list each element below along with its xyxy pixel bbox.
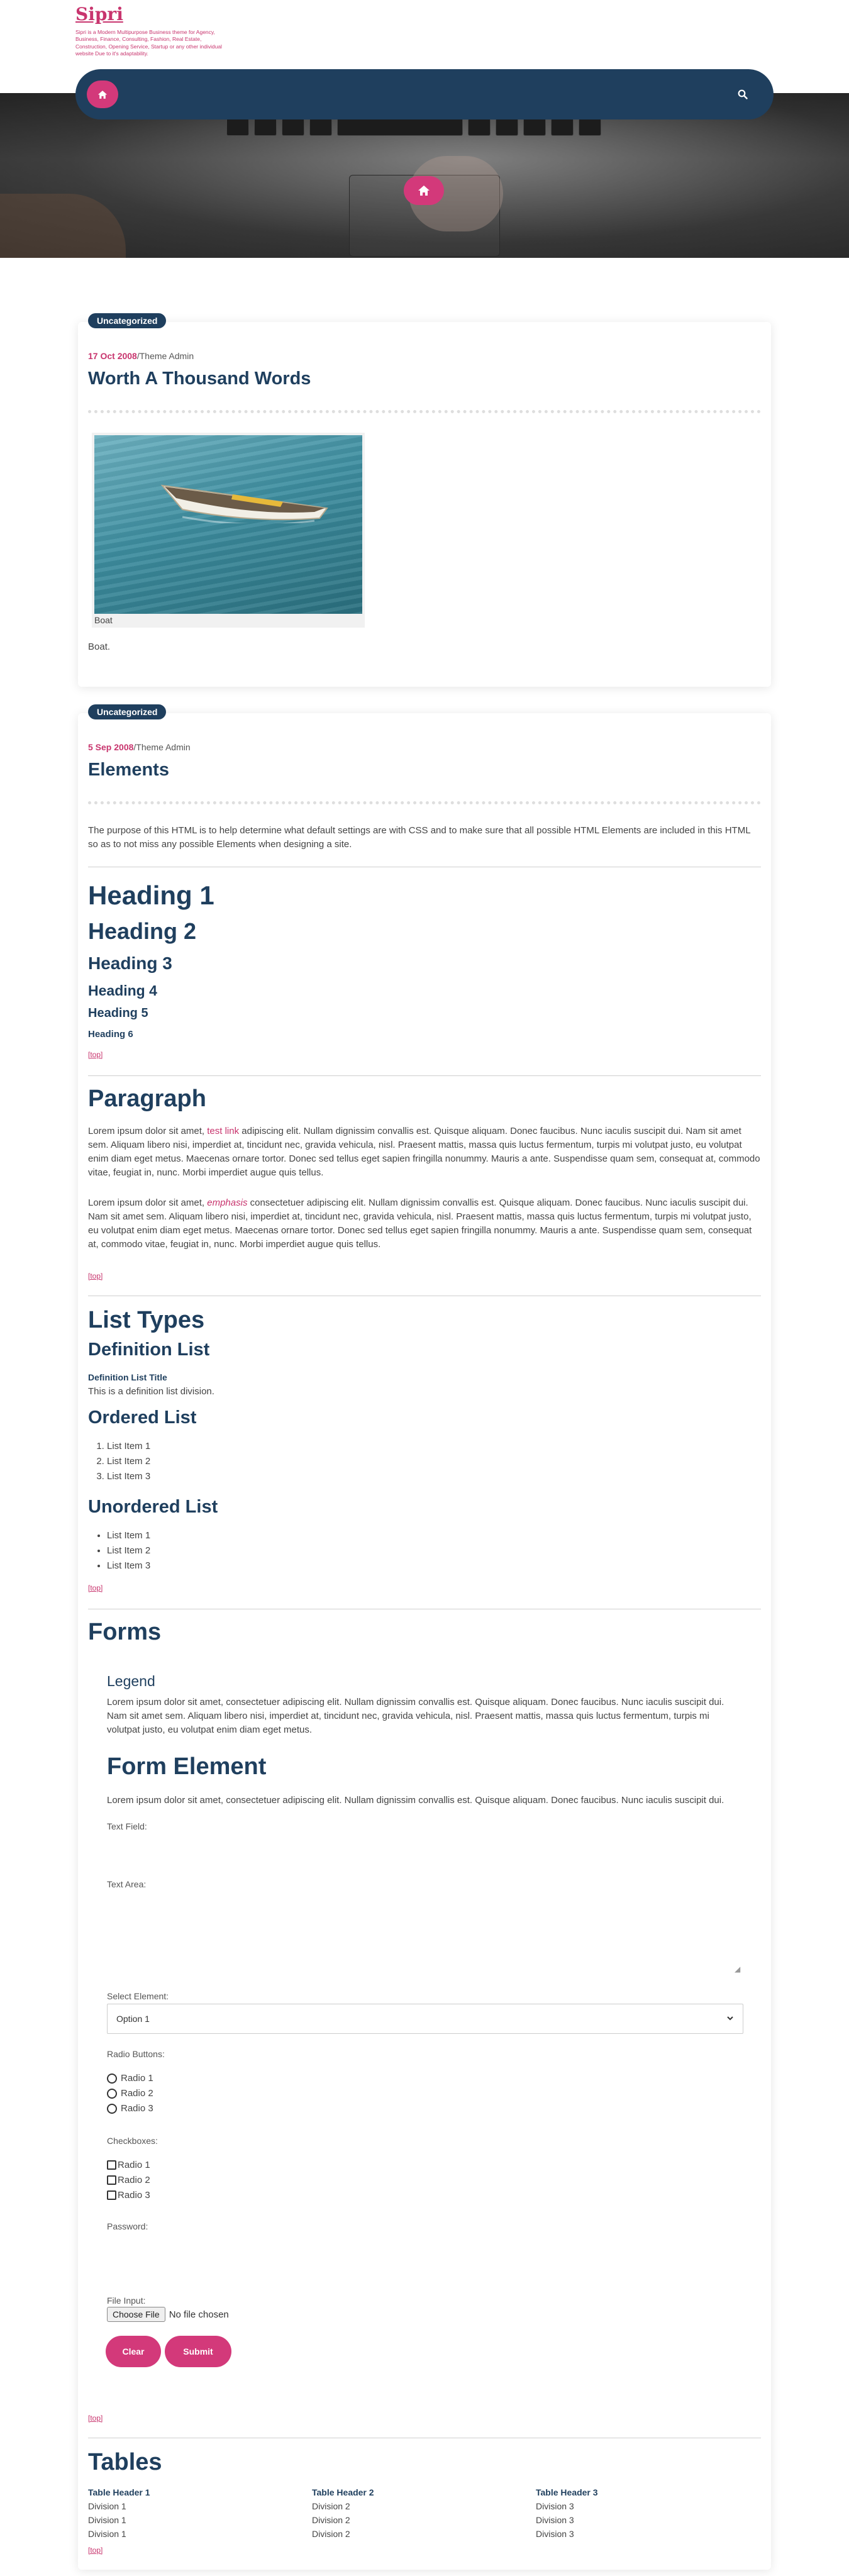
- keyboard-image: [226, 117, 601, 136]
- form-element-heading: Form Element: [107, 1753, 267, 1780]
- unordered-list-heading: Unordered List: [88, 1497, 218, 1517]
- radio-option-1[interactable]: Radio 1: [107, 2073, 153, 2084]
- table-cell: Division 3: [536, 2515, 574, 2525]
- text-area-label: Text Area:: [107, 1879, 147, 1889]
- table-column: [312, 2485, 526, 2541]
- text-field-label: Text Field:: [107, 1821, 147, 1831]
- table-cell: Division 1: [88, 2529, 126, 2539]
- radio-circle[interactable]: [107, 2104, 117, 2114]
- paragraph-heading: Paragraph: [88, 1085, 206, 1112]
- ordered-list-heading: Ordered List: [88, 1407, 197, 1428]
- text-field[interactable]: [107, 1835, 743, 1859]
- site-branding: [75, 4, 239, 57]
- password-field[interactable]: [107, 2235, 743, 2259]
- main-navbar: [75, 69, 774, 119]
- top-link[interactable]: [top]: [88, 1272, 103, 1280]
- top-link[interactable]: [top]: [88, 2414, 103, 2423]
- category-badge[interactable]: Uncategorized: [88, 704, 166, 719]
- list-item: • List Item 3: [107, 1558, 150, 1574]
- heading-6: Heading 6: [88, 1029, 133, 1040]
- hero-home-button[interactable]: [404, 176, 444, 205]
- checkbox[interactable]: [107, 2190, 116, 2200]
- table-header: Table Header 1: [88, 2487, 150, 2497]
- heading-3: Heading 3: [88, 953, 172, 973]
- heading-5: Heading 5: [88, 1006, 148, 1020]
- radio-option-3[interactable]: Radio 3: [107, 2103, 153, 2114]
- chevron-down-icon: [726, 2014, 734, 2022]
- boat-illustration: [157, 479, 333, 523]
- post-card: [78, 316, 771, 687]
- list-item: 2. List Item 2: [107, 1454, 150, 1469]
- paragraph-2: Lorem ipsum dolor sit amet, emphasis consectetuer adipiscing elit. Nullam dignissim convallis est. Quisque aliquam. Donec faucibus. Nunc iaculis suscipit dui. Nam sit amet sem. Aliquam libero nisi, imperdiet at, tincidunt nec, gravida vehicula, nisl. Praesent mattis, massa quis luctus fermentum, turpis mi volutpat justo, eu volutpat enim diam eget metus. Maecenas ornare tortor. Donec sed tellus eget sapien fringilla nonummy. Mauris a ante. Suspendisse quam sem, consequat at, commodo vitae, feugiat in, nunc. Morbi imperdiet augue quis tellus.: [88, 1197, 752, 1250]
- test-link[interactable]: test link: [207, 1126, 240, 1136]
- select-value: Option 1: [116, 2014, 150, 2024]
- table-column: [88, 2485, 302, 2541]
- list-types-heading: List Types: [88, 1307, 205, 1333]
- table-cell: Division 1: [88, 2501, 126, 2511]
- definition-title: Definition List Title: [88, 1372, 167, 1382]
- top-link[interactable]: [top]: [88, 1584, 103, 1592]
- table-cell: Division 3: [536, 2501, 574, 2511]
- search-button[interactable]: [735, 86, 751, 103]
- post-meta: [88, 742, 191, 752]
- site-description: Sipri is a Modern Multipurpose Business theme for Agency, Business, Finance, Consulting, Fashion, Real Estate, Construction, Opening Service, Startup or any other individual website Due to it's adaptability.: [75, 28, 222, 57]
- post-date[interactable]: 5 Sep 2008: [88, 742, 134, 752]
- dotted-divider: [88, 801, 761, 804]
- heading-1: Heading 1: [88, 880, 214, 910]
- emphasis-text: emphasis: [207, 1197, 248, 1208]
- table-header: Table Header 2: [312, 2487, 374, 2497]
- definition-list-heading: Definition List: [88, 1340, 210, 1360]
- heading-2: Heading 2: [88, 918, 197, 944]
- form-element-text: Lorem ipsum dolor sit amet, consectetuer adipiscing elit. Nullam dignissim convallis est. Quisque aliquam. Donec faucibus. Nunc iaculis suscipit dui.: [107, 1795, 724, 1806]
- post-title[interactable]: Worth A Thousand Words: [88, 369, 311, 389]
- checkbox[interactable]: [107, 2175, 116, 2185]
- table-cell: Division 2: [312, 2501, 350, 2511]
- checkbox[interactable]: [107, 2160, 116, 2170]
- list-item: • List Item 1: [107, 1528, 150, 1543]
- checkbox-option-2[interactable]: Radio 2: [107, 2175, 150, 2185]
- heading-4: Heading 4: [88, 982, 157, 999]
- radio-circle[interactable]: [107, 2089, 117, 2099]
- table-cell: Division 1: [88, 2515, 126, 2525]
- nav-home-button[interactable]: [87, 80, 118, 108]
- post-author[interactable]: /Theme Admin: [133, 742, 191, 752]
- table-cell: Division 2: [312, 2515, 350, 2525]
- submit-button[interactable]: Submit: [165, 2336, 231, 2367]
- checkbox-label: Checkboxes:: [107, 2136, 158, 2146]
- image-caption: Boat: [94, 615, 113, 625]
- text-area[interactable]: [107, 1894, 743, 1970]
- definition-text: This is a definition list division.: [88, 1386, 214, 1397]
- image-figure: [92, 433, 365, 628]
- file-status: No file chosen: [169, 2309, 229, 2320]
- ordered-list: [107, 1439, 150, 1484]
- checkbox-option-3[interactable]: Radio 3: [107, 2190, 150, 2201]
- list-item: 1. List Item 1: [107, 1439, 150, 1454]
- list-item: • List Item 2: [107, 1543, 150, 1558]
- category-badge[interactable]: Uncategorized: [88, 313, 166, 328]
- post-date[interactable]: 17 Oct 2008: [88, 351, 137, 361]
- paragraph-1: Lorem ipsum dolor sit amet, test link adipiscing elit. Nullam dignissim convallis est. Quisque aliquam. Donec faucibus. Nunc iaculis suscipit dui. Nam sit amet sem. Aliquam libero nisi, imperdiet at, tincidunt nec, gravida vehicula, nisl. Praesent mattis, massa quis luctus fermentum, turpis mi volutpat justo, eu volutpat enim diam eget metus. Maecenas ornare tortor. Donec sed tellus eget sapien fringilla nonummy. Mauris a ante. Suspendisse quam sem, consequat at, commodo vitae, feugiat in, nunc. Morbi imperdiet augue quis tellus.: [88, 1126, 760, 1178]
- dotted-divider: [88, 410, 761, 413]
- radio-label: Radio Buttons:: [107, 2049, 165, 2059]
- section-divider: [88, 1075, 761, 1076]
- list-item: 3. List Item 3: [107, 1469, 150, 1484]
- intro-text: The purpose of this HTML is to help determine what default settings are with CSS and to make sure that all possible HTML Elements are included in this HTML so as to not miss any possible Elements when designing a site.: [88, 825, 750, 850]
- table-header: Table Header 3: [536, 2487, 598, 2497]
- checkbox-option-1[interactable]: Radio 1: [107, 2160, 150, 2170]
- file-input-label: File Input:: [107, 2296, 146, 2306]
- post-title[interactable]: Elements: [88, 760, 169, 780]
- choose-file-button[interactable]: Choose File: [107, 2307, 165, 2322]
- site-title[interactable]: Sipri: [75, 4, 123, 25]
- post-author[interactable]: /Theme Admin: [136, 351, 194, 361]
- top-link[interactable]: [top]: [88, 2546, 103, 2555]
- select-element[interactable]: [107, 2004, 743, 2034]
- post-card: [78, 707, 771, 2570]
- forms-heading: Forms: [88, 1619, 162, 1645]
- table-column: [536, 2485, 750, 2541]
- radio-option-2[interactable]: Radio 2: [107, 2088, 153, 2099]
- search-icon: [738, 89, 748, 99]
- form-legend: Legend: [107, 1673, 155, 1689]
- post-excerpt: Boat.: [88, 641, 111, 652]
- home-icon: [97, 90, 108, 99]
- clear-button[interactable]: Clear: [106, 2336, 161, 2367]
- file-input[interactable]: [107, 2307, 229, 2322]
- table-cell: Division 3: [536, 2529, 574, 2539]
- legend-text: Lorem ipsum dolor sit amet, consectetuer adipiscing elit. Nullam dignissim convallis est. Quisque aliquam. Donec faucibus. Nunc iaculis suscipit dui. Nam sit amet sem. Aliquam libero nisi, imperdiet at, tincidunt nec, gravida vehicula, nisl. Praesent mattis, massa quis luctus fermentum, turpis mi volutpat justo, eu volutpat enim diam eget metus.: [107, 1697, 724, 1735]
- boat-photo: [94, 435, 362, 614]
- post-meta: [88, 351, 194, 361]
- top-link[interactable]: [top]: [88, 1050, 103, 1059]
- radio-circle[interactable]: [107, 2074, 117, 2084]
- tables-heading: Tables: [88, 2449, 162, 2475]
- table-cell: Division 2: [312, 2529, 350, 2539]
- unordered-list: [107, 1528, 150, 1574]
- home-icon: [418, 185, 430, 196]
- select-label: Select Element:: [107, 1991, 169, 2001]
- password-label: Password:: [107, 2221, 148, 2231]
- resize-handle-icon[interactable]: ◢: [735, 1965, 741, 1974]
